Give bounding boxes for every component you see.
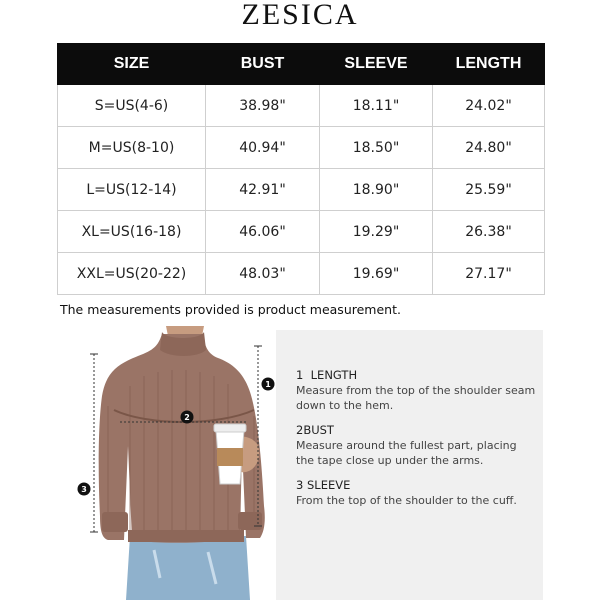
marker-1-icon [262, 378, 275, 391]
cell-bust: 42.91" [206, 169, 320, 211]
marker-3-label: 3 [81, 485, 87, 494]
marker-3-icon [78, 483, 91, 496]
marker-2-label: 2 [184, 413, 190, 422]
table-row [58, 127, 545, 169]
cell-length: 26.38" [433, 211, 545, 253]
cell-sleeve: 18.90" [320, 169, 433, 211]
measure-description: Measure around the fullest part, placing the tape close up under the arms. [296, 439, 517, 467]
cell-length: 24.02" [433, 85, 545, 127]
size-chart-table [57, 43, 545, 295]
table-header-row [58, 44, 545, 85]
cell-sleeve: 19.69" [320, 253, 433, 295]
marker-1-label: 1 [265, 380, 271, 389]
cell-bust: 48.03" [206, 253, 320, 295]
measure-title: LENGTH [310, 368, 358, 382]
cell-size: M=US(8-10) [58, 127, 206, 169]
table-row [58, 253, 545, 295]
measure-bust [296, 423, 536, 468]
marker-2-icon [181, 411, 194, 424]
table-row [58, 169, 545, 211]
cell-size: XL=US(16-18) [58, 211, 206, 253]
brand-logo: ZESICA [241, 0, 359, 31]
cell-size: L=US(12-14) [58, 169, 206, 211]
cell-sleeve: 19.29" [320, 211, 433, 253]
cell-length: 27.17" [433, 253, 545, 295]
cell-bust: 40.94" [206, 127, 320, 169]
header-length: LENGTH [433, 44, 545, 85]
header-sleeve: SLEEVE [320, 44, 433, 85]
table-row [58, 211, 545, 253]
measure-number: 1 [296, 368, 304, 382]
measure-description: From the top of the shoulder to the cuff. [296, 494, 517, 507]
cell-size: S=US(4-6) [58, 85, 206, 127]
sweater-illustration [58, 326, 278, 600]
measure-number: 3 [296, 478, 304, 492]
measurement-note: The measurements provided is product measurement. [60, 302, 401, 317]
measure-length [296, 368, 536, 413]
measure-number: 2 [296, 423, 304, 437]
table-row [58, 85, 545, 127]
cell-sleeve: 18.50" [320, 127, 433, 169]
cell-sleeve: 18.11" [320, 85, 433, 127]
measure-sleeve [296, 478, 536, 508]
measure-title: SLEEVE [306, 478, 351, 492]
measure-guide-panel [276, 330, 543, 600]
cell-length: 25.59" [433, 169, 545, 211]
sweater-figure [58, 326, 278, 600]
cell-bust: 46.06" [206, 211, 320, 253]
measure-description: Measure from the top of the shoulder seam down to the hem. [296, 384, 536, 412]
header-bust: BUST [206, 44, 320, 85]
measure-title: BUST [303, 423, 334, 437]
header-size: SIZE [58, 44, 206, 85]
cell-length: 24.80" [433, 127, 545, 169]
length-measure-line [90, 354, 98, 532]
cell-size: XXL=US(20-22) [58, 253, 206, 295]
jeans-shape [126, 536, 250, 600]
cell-bust: 38.98" [206, 85, 320, 127]
